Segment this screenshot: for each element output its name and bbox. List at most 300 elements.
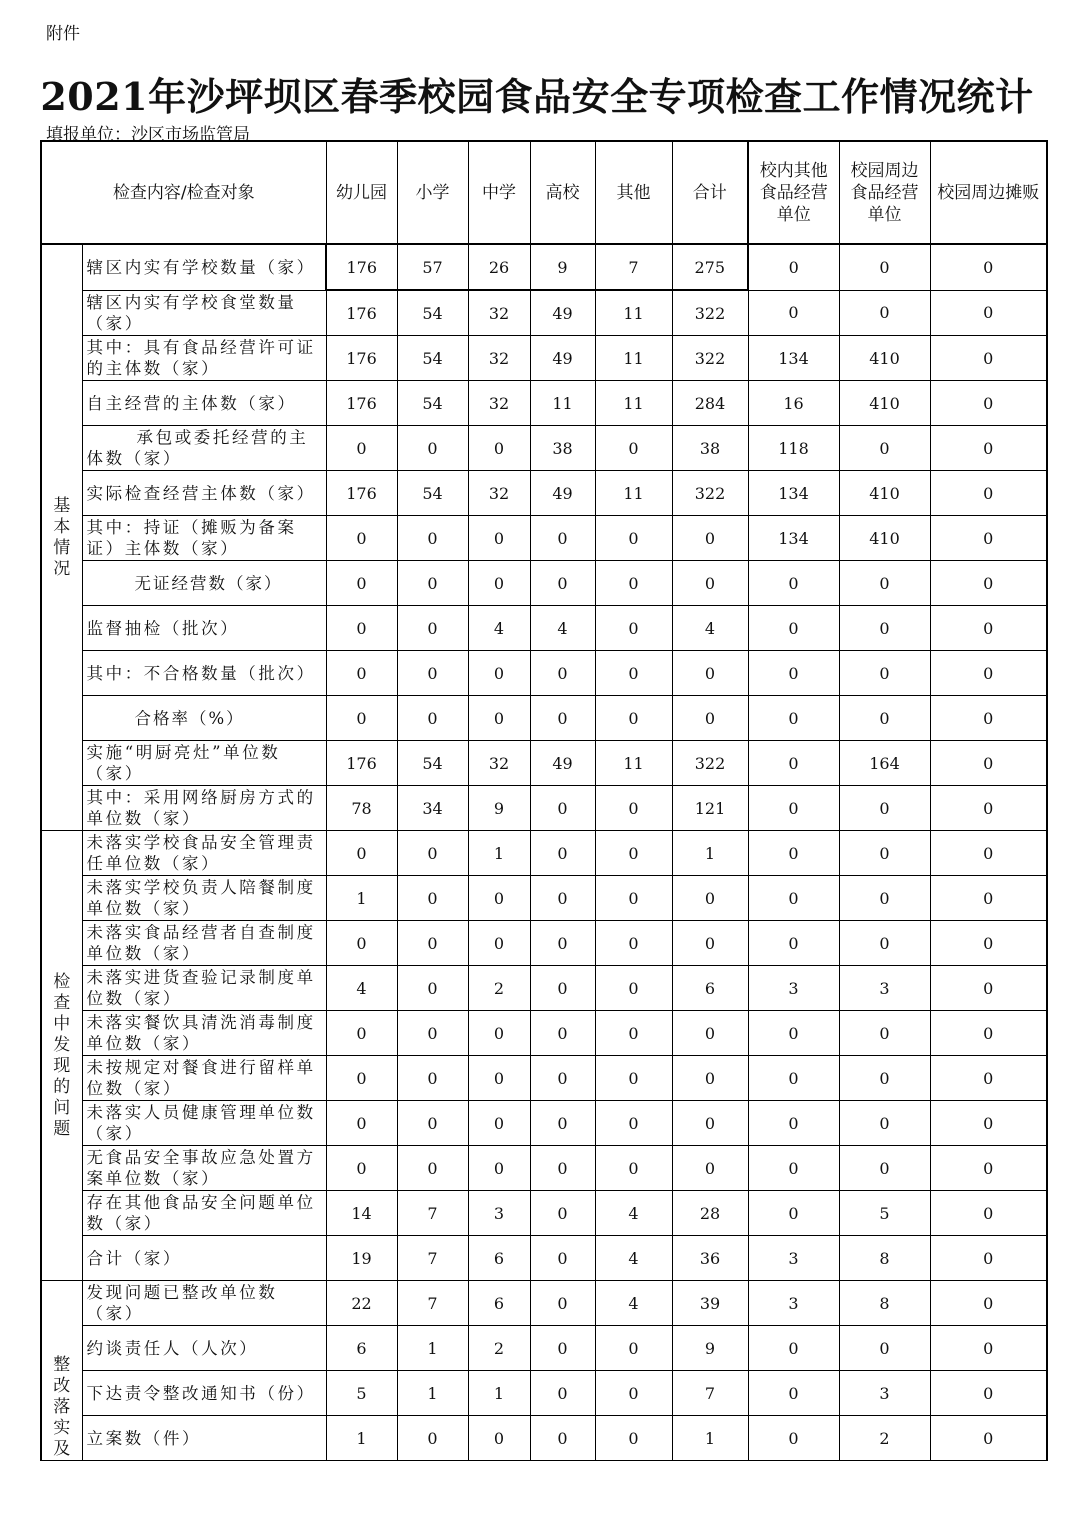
value-cell: 0 xyxy=(839,1326,930,1371)
value-cell: 0 xyxy=(530,1146,595,1191)
value-cell: 0 xyxy=(326,1056,397,1101)
value-cell: 0 xyxy=(468,1056,530,1101)
table-row xyxy=(41,1011,1047,1056)
value-cell: 322 xyxy=(672,741,748,786)
value-cell: 0 xyxy=(672,561,748,606)
value-cell: 14 xyxy=(326,1191,397,1236)
value-cell: 4 xyxy=(595,1191,672,1236)
value-cell: 176 xyxy=(326,290,397,336)
table-row xyxy=(41,1371,1047,1416)
value-cell: 0 xyxy=(326,921,397,966)
value-cell: 38 xyxy=(530,426,595,471)
value-cell: 0 xyxy=(530,1281,595,1326)
header-col: 幼儿园 xyxy=(326,141,397,244)
value-cell: 6 xyxy=(468,1281,530,1326)
value-cell: 0 xyxy=(397,1011,468,1056)
value-cell: 3 xyxy=(468,1191,530,1236)
value-cell: 0 xyxy=(748,741,839,786)
value-cell: 11 xyxy=(595,290,672,336)
value-cell: 0 xyxy=(839,651,930,696)
value-cell: 0 xyxy=(748,696,839,741)
value-cell: 0 xyxy=(530,966,595,1011)
table-row xyxy=(41,471,1047,516)
value-cell: 0 xyxy=(748,1146,839,1191)
value-cell: 1 xyxy=(397,1371,468,1416)
value-cell: 49 xyxy=(530,471,595,516)
value-cell: 176 xyxy=(326,381,397,426)
table-row xyxy=(41,426,1047,471)
value-cell: 6 xyxy=(326,1326,397,1371)
value-cell: 9 xyxy=(672,1326,748,1371)
value-cell: 0 xyxy=(748,876,839,921)
row-label: 其中：不合格数量（批次） xyxy=(82,651,326,696)
value-cell: 0 xyxy=(930,1101,1047,1146)
value-cell: 7 xyxy=(672,1371,748,1416)
value-cell: 0 xyxy=(397,696,468,741)
value-cell: 0 xyxy=(397,651,468,696)
value-cell: 0 xyxy=(672,696,748,741)
value-cell: 0 xyxy=(326,516,397,561)
value-cell: 11 xyxy=(595,741,672,786)
value-cell: 11 xyxy=(595,336,672,381)
value-cell: 0 xyxy=(595,1146,672,1191)
value-cell: 8 xyxy=(839,1281,930,1326)
value-cell: 1 xyxy=(672,831,748,876)
value-cell: 11 xyxy=(595,381,672,426)
value-cell: 0 xyxy=(930,1191,1047,1236)
value-cell: 0 xyxy=(930,290,1047,336)
value-cell: 0 xyxy=(530,1056,595,1101)
table-row xyxy=(41,1146,1047,1191)
value-cell: 0 xyxy=(930,561,1047,606)
value-cell: 0 xyxy=(530,921,595,966)
value-cell: 0 xyxy=(672,921,748,966)
value-cell: 284 xyxy=(672,381,748,426)
value-cell: 3 xyxy=(748,1236,839,1281)
value-cell: 0 xyxy=(930,1281,1047,1326)
value-cell: 322 xyxy=(672,290,748,336)
value-cell: 38 xyxy=(672,426,748,471)
value-cell: 410 xyxy=(839,471,930,516)
value-cell: 0 xyxy=(397,966,468,1011)
value-cell: 34 xyxy=(397,786,468,831)
row-label: 存在其他食品安全问题单位数（家） xyxy=(82,1191,326,1236)
value-cell: 0 xyxy=(397,1146,468,1191)
table-row xyxy=(41,1326,1047,1371)
value-cell: 6 xyxy=(672,966,748,1011)
value-cell: 0 xyxy=(595,426,672,471)
value-cell: 57 xyxy=(397,244,468,290)
value-cell: 0 xyxy=(595,1371,672,1416)
value-cell: 1 xyxy=(672,1416,748,1461)
value-cell: 0 xyxy=(530,1011,595,1056)
value-cell: 0 xyxy=(748,651,839,696)
value-cell: 0 xyxy=(672,1011,748,1056)
value-cell: 0 xyxy=(930,381,1047,426)
value-cell: 11 xyxy=(595,471,672,516)
value-cell: 0 xyxy=(326,561,397,606)
statistics-table xyxy=(40,140,1048,1461)
value-cell: 0 xyxy=(595,966,672,1011)
row-label: 未落实食品经营者自查制度单位数（家） xyxy=(82,921,326,966)
value-cell: 0 xyxy=(468,1146,530,1191)
row-label: 其中：持证（摊贩为备案证）主体数（家） xyxy=(82,516,326,561)
value-cell: 7 xyxy=(397,1191,468,1236)
value-cell: 0 xyxy=(930,696,1047,741)
value-cell: 0 xyxy=(530,1326,595,1371)
value-cell: 0 xyxy=(326,426,397,471)
value-cell: 6 xyxy=(468,1236,530,1281)
table-body xyxy=(41,244,1047,1461)
row-label: 辖区内实有学校数量（家） xyxy=(82,244,326,290)
value-cell: 0 xyxy=(326,651,397,696)
value-cell: 0 xyxy=(672,516,748,561)
table-row xyxy=(41,876,1047,921)
value-cell: 0 xyxy=(839,831,930,876)
value-cell: 0 xyxy=(930,966,1047,1011)
row-label: 发现问题已整改单位数（家） xyxy=(82,1281,326,1326)
table-row xyxy=(41,741,1047,786)
table-row xyxy=(41,516,1047,561)
value-cell: 0 xyxy=(748,1416,839,1461)
value-cell: 0 xyxy=(930,471,1047,516)
header-row xyxy=(41,141,1047,244)
value-cell: 0 xyxy=(930,336,1047,381)
value-cell: 1 xyxy=(397,1326,468,1371)
value-cell: 4 xyxy=(468,606,530,651)
value-cell: 0 xyxy=(397,1056,468,1101)
value-cell: 0 xyxy=(930,786,1047,831)
value-cell: 0 xyxy=(468,1011,530,1056)
value-cell: 0 xyxy=(930,876,1047,921)
value-cell: 0 xyxy=(839,244,930,290)
value-cell: 5 xyxy=(326,1371,397,1416)
value-cell: 0 xyxy=(326,1011,397,1056)
row-label: 约谈责任人（人次） xyxy=(82,1326,326,1371)
value-cell: 0 xyxy=(672,876,748,921)
value-cell: 0 xyxy=(595,876,672,921)
category-label: 基本情况 xyxy=(53,495,71,579)
value-cell: 1 xyxy=(468,1371,530,1416)
value-cell: 7 xyxy=(595,244,672,290)
value-cell: 0 xyxy=(930,1326,1047,1371)
value-cell: 0 xyxy=(930,651,1047,696)
value-cell: 5 xyxy=(839,1191,930,1236)
value-cell: 19 xyxy=(326,1236,397,1281)
value-cell: 0 xyxy=(397,1101,468,1146)
row-label: 下达责令整改通知书（份） xyxy=(82,1371,326,1416)
table-row xyxy=(41,966,1047,1011)
header-col: 小学 xyxy=(397,141,468,244)
value-cell: 7 xyxy=(397,1236,468,1281)
value-cell: 0 xyxy=(595,786,672,831)
value-cell: 134 xyxy=(748,336,839,381)
value-cell: 0 xyxy=(930,1416,1047,1461)
value-cell: 0 xyxy=(397,516,468,561)
row-label: 未落实学校负责人陪餐制度单位数（家） xyxy=(82,876,326,921)
value-cell: 0 xyxy=(595,606,672,651)
value-cell: 0 xyxy=(748,290,839,336)
value-cell: 11 xyxy=(530,381,595,426)
value-cell: 0 xyxy=(839,876,930,921)
attachment-label: 附件 xyxy=(46,24,80,44)
category-cell xyxy=(41,831,82,1281)
category-cell xyxy=(41,244,82,831)
value-cell: 0 xyxy=(930,1011,1047,1056)
table-row xyxy=(41,1056,1047,1101)
value-cell: 134 xyxy=(748,471,839,516)
value-cell: 0 xyxy=(839,1011,930,1056)
value-cell: 0 xyxy=(595,516,672,561)
value-cell: 0 xyxy=(397,561,468,606)
value-cell: 0 xyxy=(839,606,930,651)
table-row xyxy=(41,381,1047,426)
value-cell: 0 xyxy=(530,831,595,876)
value-cell: 0 xyxy=(748,831,839,876)
value-cell: 0 xyxy=(468,696,530,741)
row-label: 未落实进货查验记录制度单位数（家） xyxy=(82,966,326,1011)
value-cell: 0 xyxy=(397,921,468,966)
header-col: 其他 xyxy=(595,141,672,244)
value-cell: 0 xyxy=(748,786,839,831)
value-cell: 0 xyxy=(748,1191,839,1236)
table-row xyxy=(41,1191,1047,1236)
table-row xyxy=(41,651,1047,696)
value-cell: 54 xyxy=(397,290,468,336)
value-cell: 32 xyxy=(468,741,530,786)
value-cell: 0 xyxy=(595,1416,672,1461)
value-cell: 0 xyxy=(748,1371,839,1416)
value-cell: 8 xyxy=(839,1236,930,1281)
value-cell: 176 xyxy=(326,471,397,516)
value-cell: 176 xyxy=(326,741,397,786)
page-title: 2021年沙坪坝区春季校园食品安全专项检查工作情况统计 xyxy=(40,74,1034,119)
header-col: 校内其他食品经营单位 xyxy=(748,141,839,244)
category-cell xyxy=(41,1281,82,1461)
value-cell: 0 xyxy=(468,516,530,561)
value-cell: 3 xyxy=(839,966,930,1011)
value-cell: 0 xyxy=(930,741,1047,786)
value-cell: 0 xyxy=(839,290,930,336)
row-label: 立案数（件） xyxy=(82,1416,326,1461)
value-cell: 36 xyxy=(672,1236,748,1281)
value-cell: 0 xyxy=(595,561,672,606)
value-cell: 0 xyxy=(930,1146,1047,1191)
row-label: 未落实餐饮具清洗消毒制度单位数（家） xyxy=(82,1011,326,1056)
table-row xyxy=(41,1281,1047,1326)
value-cell: 39 xyxy=(672,1281,748,1326)
value-cell: 0 xyxy=(530,651,595,696)
value-cell: 78 xyxy=(326,786,397,831)
header-corner: 检查内容/检查对象 xyxy=(41,141,326,244)
table-row xyxy=(41,606,1047,651)
value-cell: 0 xyxy=(748,1011,839,1056)
value-cell: 0 xyxy=(595,1326,672,1371)
value-cell: 0 xyxy=(748,1056,839,1101)
table-row xyxy=(41,696,1047,741)
table-row xyxy=(41,244,1047,290)
value-cell: 0 xyxy=(595,1011,672,1056)
value-cell: 0 xyxy=(930,1236,1047,1281)
value-cell: 4 xyxy=(672,606,748,651)
value-cell: 0 xyxy=(397,1416,468,1461)
value-cell: 4 xyxy=(595,1281,672,1326)
value-cell: 0 xyxy=(748,1101,839,1146)
table-row xyxy=(41,786,1047,831)
value-cell: 4 xyxy=(530,606,595,651)
value-cell: 0 xyxy=(530,786,595,831)
value-cell: 134 xyxy=(748,516,839,561)
value-cell: 0 xyxy=(468,876,530,921)
header-col: 中学 xyxy=(468,141,530,244)
value-cell: 0 xyxy=(326,1101,397,1146)
value-cell: 0 xyxy=(839,696,930,741)
value-cell: 0 xyxy=(530,876,595,921)
value-cell: 410 xyxy=(839,336,930,381)
value-cell: 0 xyxy=(748,1326,839,1371)
value-cell: 2 xyxy=(839,1416,930,1461)
value-cell: 0 xyxy=(748,606,839,651)
header-col: 校园周边食品经营单位 xyxy=(839,141,930,244)
value-cell: 0 xyxy=(839,426,930,471)
value-cell: 0 xyxy=(748,244,839,290)
fill-unit: 填报单位：沙区市场监管局 xyxy=(46,125,250,145)
value-cell: 0 xyxy=(748,561,839,606)
value-cell: 0 xyxy=(672,1101,748,1146)
value-cell: 176 xyxy=(326,336,397,381)
value-cell: 0 xyxy=(930,1371,1047,1416)
row-label: 未按规定对餐食进行留样单位数（家） xyxy=(82,1056,326,1101)
row-label: 合格率（%） xyxy=(82,696,326,741)
value-cell: 3 xyxy=(748,1281,839,1326)
value-cell: 49 xyxy=(530,336,595,381)
value-cell: 0 xyxy=(839,1101,930,1146)
value-cell: 0 xyxy=(930,606,1047,651)
value-cell: 0 xyxy=(839,1056,930,1101)
value-cell: 0 xyxy=(468,921,530,966)
value-cell: 0 xyxy=(397,426,468,471)
value-cell: 32 xyxy=(468,336,530,381)
value-cell: 0 xyxy=(595,1101,672,1146)
value-cell: 0 xyxy=(468,1101,530,1146)
value-cell: 1 xyxy=(326,1416,397,1461)
value-cell: 0 xyxy=(530,1236,595,1281)
row-label: 无食品安全事故应急处置方案单位数（家） xyxy=(82,1146,326,1191)
value-cell: 0 xyxy=(930,1056,1047,1101)
value-cell: 0 xyxy=(839,561,930,606)
value-cell: 32 xyxy=(468,290,530,336)
value-cell: 0 xyxy=(748,921,839,966)
value-cell: 176 xyxy=(326,244,397,290)
value-cell: 16 xyxy=(748,381,839,426)
value-cell: 0 xyxy=(397,876,468,921)
value-cell: 0 xyxy=(839,1146,930,1191)
value-cell: 0 xyxy=(839,786,930,831)
value-cell: 0 xyxy=(595,696,672,741)
value-cell: 1 xyxy=(468,831,530,876)
value-cell: 0 xyxy=(930,921,1047,966)
value-cell: 0 xyxy=(530,1416,595,1461)
row-label: 自主经营的主体数（家） xyxy=(82,381,326,426)
table-row xyxy=(41,921,1047,966)
value-cell: 0 xyxy=(326,606,397,651)
value-cell: 1 xyxy=(326,876,397,921)
value-cell: 2 xyxy=(468,1326,530,1371)
value-cell: 0 xyxy=(930,244,1047,290)
value-cell: 28 xyxy=(672,1191,748,1236)
value-cell: 0 xyxy=(326,696,397,741)
value-cell: 49 xyxy=(530,741,595,786)
header-col: 高校 xyxy=(530,141,595,244)
value-cell: 26 xyxy=(468,244,530,290)
value-cell: 0 xyxy=(595,831,672,876)
value-cell: 54 xyxy=(397,381,468,426)
value-cell: 4 xyxy=(595,1236,672,1281)
row-label: 辖区内实有学校食堂数量（家） xyxy=(82,290,326,336)
value-cell: 0 xyxy=(530,1191,595,1236)
value-cell: 22 xyxy=(326,1281,397,1326)
row-label: 合计（家） xyxy=(82,1236,326,1281)
value-cell: 0 xyxy=(595,921,672,966)
value-cell: 9 xyxy=(468,786,530,831)
value-cell: 32 xyxy=(468,471,530,516)
value-cell: 4 xyxy=(326,966,397,1011)
row-label: 实际检查经营主体数（家） xyxy=(82,471,326,516)
row-label: 未落实学校食品安全管理责任单位数（家） xyxy=(82,831,326,876)
value-cell: 0 xyxy=(839,921,930,966)
value-cell: 0 xyxy=(930,426,1047,471)
row-label: 承包或委托经营的主体数（家） xyxy=(82,426,326,471)
value-cell: 54 xyxy=(397,336,468,381)
row-label: 其中：采用网络厨房方式的单位数（家） xyxy=(82,786,326,831)
table-row xyxy=(41,1101,1047,1146)
row-label: 未落实人员健康管理单位数（家） xyxy=(82,1101,326,1146)
row-label: 实施“明厨亮灶”单位数（家） xyxy=(82,741,326,786)
value-cell: 0 xyxy=(468,426,530,471)
header-col: 校园周边摊贩 xyxy=(930,141,1047,244)
value-cell: 0 xyxy=(468,561,530,606)
table-row xyxy=(41,1236,1047,1281)
value-cell: 0 xyxy=(326,831,397,876)
value-cell: 164 xyxy=(839,741,930,786)
value-cell: 0 xyxy=(397,606,468,651)
table-row xyxy=(41,831,1047,876)
table-row xyxy=(41,1416,1047,1461)
header-col: 合计 xyxy=(672,141,748,244)
value-cell: 49 xyxy=(530,290,595,336)
value-cell: 121 xyxy=(672,786,748,831)
value-cell: 0 xyxy=(672,1146,748,1191)
value-cell: 0 xyxy=(595,651,672,696)
value-cell: 322 xyxy=(672,336,748,381)
table-row xyxy=(41,290,1047,336)
row-label: 其中：具有食品经营许可证的主体数（家） xyxy=(82,336,326,381)
value-cell: 0 xyxy=(468,1416,530,1461)
value-cell: 0 xyxy=(530,561,595,606)
table-row xyxy=(41,336,1047,381)
table-row xyxy=(41,561,1047,606)
value-cell: 0 xyxy=(530,1101,595,1146)
value-cell: 0 xyxy=(530,696,595,741)
category-label: 整改落实及 xyxy=(53,1355,71,1459)
value-cell: 32 xyxy=(468,381,530,426)
value-cell: 322 xyxy=(672,471,748,516)
value-cell: 0 xyxy=(672,1056,748,1101)
value-cell: 0 xyxy=(595,1056,672,1101)
value-cell: 0 xyxy=(672,651,748,696)
value-cell: 0 xyxy=(530,516,595,561)
value-cell: 0 xyxy=(326,1146,397,1191)
